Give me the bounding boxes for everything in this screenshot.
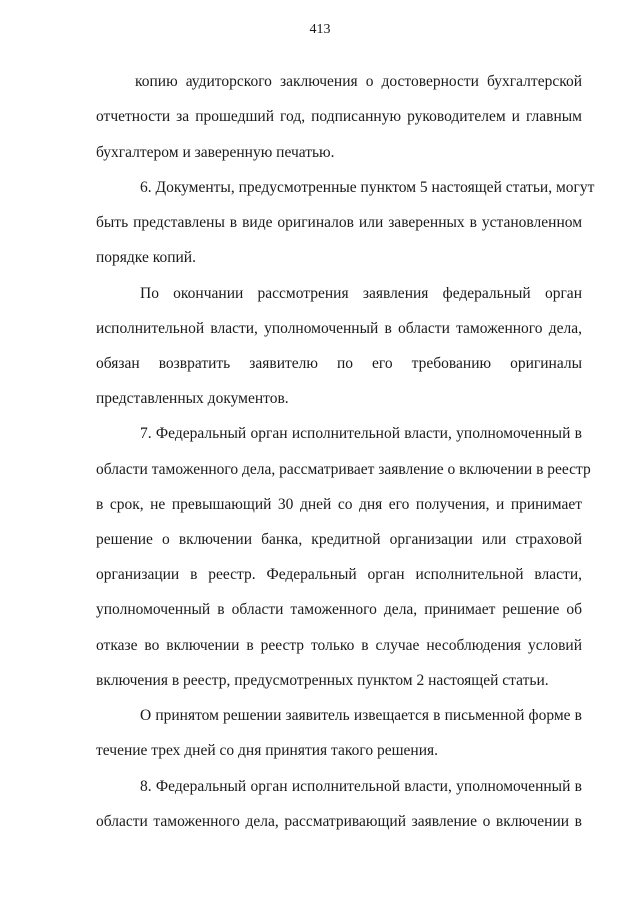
text-line: решение о включении банка, кредитной организации или страховой — [96, 531, 582, 548]
text-line: По окончании рассмотрения заявления федеральный орган — [140, 285, 582, 302]
text-line: в срок, не превышающий 30 дней со дня его получения, и принимает — [96, 496, 582, 513]
text-line: копию аудиторского заключения о достоверности бухгалтерской — [135, 73, 582, 90]
text-line: уполномоченный в области таможенного дела, принимает решение об — [96, 601, 582, 618]
text-line: исполнительной власти, уполномоченный в области таможенного дела, — [96, 320, 582, 337]
text-line: области таможенного дела, рассматривает заявление о включении в реестр — [96, 461, 591, 478]
page-number: 413 — [309, 22, 331, 37]
text-line: области таможенного дела, рассматривающий заявление о включении в — [96, 813, 582, 830]
text-line: 6. Документы, предусмотренные пунктом 5 настоящей статьи, могут — [140, 179, 595, 196]
text-line: течение трех дней со дня принятия такого решения. — [96, 742, 439, 759]
text-line: отчетности за прошедший год, подписанную руководителем и главным — [96, 108, 582, 125]
text-line: 8. Федеральный орган исполнительной власти, уполномоченный в — [140, 778, 582, 795]
text-line: отказе во включении в реестр только в случае несоблюдения условий — [96, 637, 582, 654]
text-line: обязан возвратить заявителю по его требованию оригиналы — [96, 355, 582, 372]
text-line: представленных документов. — [96, 390, 289, 407]
text-line: быть представлены в виде оригиналов или заверенных в установленном — [96, 214, 582, 231]
text-line: 7. Федеральный орган исполнительной власти, уполномоченный в — [140, 425, 582, 442]
text-line: организации в реестр. Федеральный орган исполнительной власти, — [96, 566, 582, 583]
text-line: включения в реестр, предусмотренных пунктом 2 настоящей статьи. — [96, 672, 549, 689]
text-line: бухгалтером и заверенную печатью. — [96, 144, 335, 161]
text-line: О принятом решении заявитель извещается в письменной форме в — [140, 707, 582, 724]
text-line: порядке копий. — [96, 249, 196, 266]
